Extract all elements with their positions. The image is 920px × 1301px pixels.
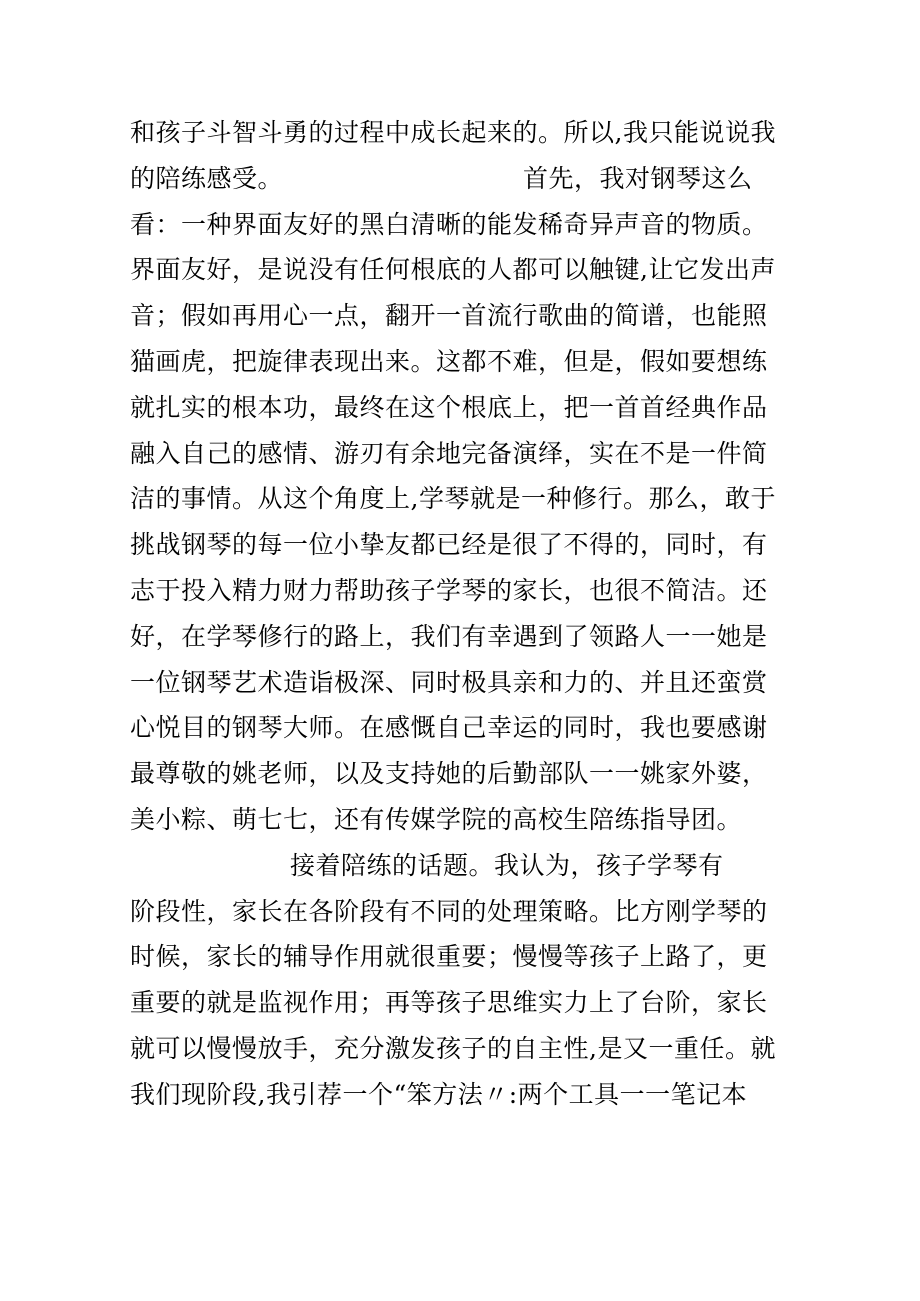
text-line-1: 和孩子斗智斗勇的过程中成长起来的。所以,我只能说说我 <box>130 118 776 147</box>
body-text <box>130 110 810 1118</box>
text-line-22: 我们现阶段,我引荐一个“笨方法〃:两个工具一一笔记本 <box>130 1079 748 1109</box>
text-line-20: 重要的就是监视作用；再等孩子思维实力上了台阶，家长 <box>130 988 768 1018</box>
text-line-19: 时候，家长的辅导作用就很重要；慢慢等孩子上路了，更 <box>130 942 768 972</box>
text-line-8: 融入自己的感情、游刃有余地完备演绎，实在不是一件简 <box>130 438 768 468</box>
text-line-18: 阶段性，家长在各阶段有不同的处理策略。比方刚学琴的 <box>130 896 768 926</box>
text-segment-b: 首先，我对钢琴这么 <box>523 163 753 193</box>
text-line-14: 心悦目的钢琴大师。在感慨自己幸运的同时，我也要感谢 <box>130 713 768 743</box>
text-line-7: 就扎实的根本功，最终在这个根底上，把一首首经典作品 <box>130 392 768 422</box>
text-line-16: 美小粽、萌七七，还有传媒学院的高校生陪练指导团。 <box>130 804 743 834</box>
text-line-10: 挑战钢琴的每一位小挚友都已经是很了不得的，同时，有 <box>130 530 768 560</box>
text-line-21: 就可以慢慢放手，充分激发孩子的自主性,是又一重任。就 <box>130 1033 776 1063</box>
text-line-12: 好，在学琴修行的路上，我们有幸遇到了领路人一一她是 <box>130 621 768 651</box>
text-line-17 <box>130 843 810 889</box>
text-line-15: 最尊敬的姚老师，以及支持她的后勤部队一一姚家外婆， <box>130 759 768 789</box>
text-line-2 <box>130 156 810 202</box>
text-line-13: 一位钢琴艺术造诣极深、同时极具亲和力的、并且还蛮赏 <box>130 667 768 697</box>
text-segment-a: 的陪练感受。 <box>130 163 284 193</box>
text-line-5: 音；假如再用心一点，翻开一首流行歌曲的简谱，也能照 <box>130 301 768 331</box>
text-line-6: 猫画虎，把旋律表现出来。这都不难，但是，假如要想练 <box>130 346 768 376</box>
text-segment-indented: 接着陪练的话题。我认为，孩子学琴有 <box>290 850 724 880</box>
text-line-3: 看：一种界面友好的黑白清晰的能发稀奇异声音的物质。 <box>130 209 768 239</box>
text-line-4: 界面友好，是说没有任何根底的人都可以触键,让它发出声 <box>130 255 776 285</box>
text-line-11: 志于投入精力财力帮助孩子学琴的家长，也很不简洁。还 <box>130 575 768 605</box>
text-line-9: 洁的事情。从这个角度上,学琴就是一种修行。那么，敢于 <box>130 484 776 514</box>
